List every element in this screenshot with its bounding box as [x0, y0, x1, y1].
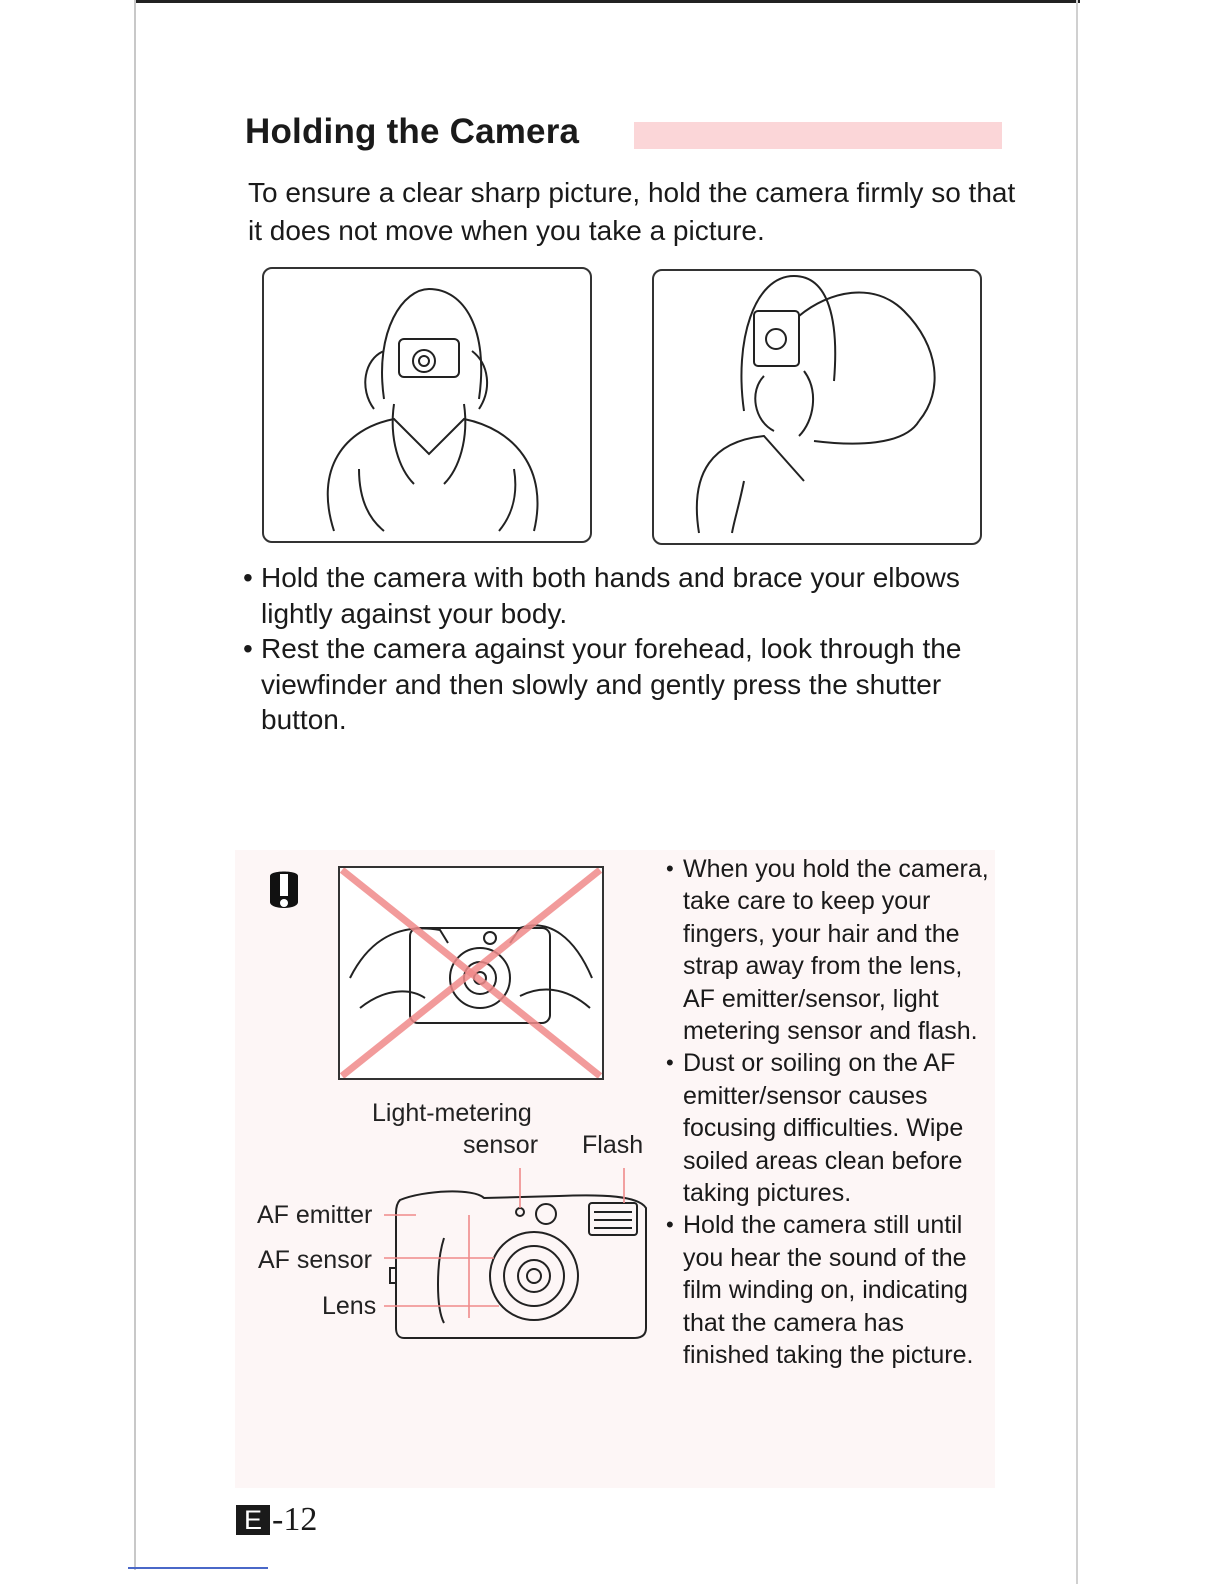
page-right-border [1076, 0, 1078, 1584]
label-af-sensor: AF sensor [258, 1246, 372, 1274]
bullet-text: Rest the camera against your forehead, look through the viewfinder and then slowly and gently press the shutter button. [261, 633, 962, 735]
camera-parts-diagram [384, 1168, 650, 1348]
list-item [243, 631, 1023, 738]
label-lens: Lens [322, 1292, 377, 1320]
bullet-text: Hold the camera with both hands and brace your elbows lightly against your body. [261, 562, 960, 629]
caution-list [666, 853, 996, 1372]
bullet-icon: • [243, 633, 253, 664]
label-af-emitter: AF emitter [257, 1201, 373, 1229]
caution-text: When you hold the camera, take care to keep your fingers, your hair and the strap away from the lens, AF emitter/sensor, light metering sensor and flash. [683, 855, 989, 1046]
page-number-text: -12 [272, 1501, 318, 1538]
label-light-metering: Light-metering [372, 1099, 532, 1127]
title-accent-bar [634, 122, 1002, 149]
list-item [243, 560, 1023, 631]
page-top-border [135, 0, 1080, 3]
intro-paragraph: To ensure a clear sharp picture, hold the camera firmly so that it does not move when you take a picture. [248, 177, 1016, 246]
caution-text: Dust or soiling on the AF emitter/sensor causes focusing difficulties. Wipe soiled areas clean before taking pictures. [683, 1049, 964, 1208]
list-item [666, 1047, 996, 1209]
bottom-rule [128, 1567, 268, 1569]
illustration-camera-to-forehead [652, 269, 982, 545]
person-camera-forehead-illustration [654, 271, 980, 543]
bullet-icon: • [666, 856, 674, 881]
label-flash: Flash [582, 1131, 644, 1159]
caution-icon [260, 866, 308, 914]
person-holding-camera-illustration [264, 269, 590, 541]
bullet-icon: • [666, 1212, 674, 1238]
page-left-border [134, 0, 136, 1570]
camera-front-diagram [384, 1168, 650, 1348]
blocked-lens-illustration [340, 868, 602, 1078]
incorrect-grip-illustration [338, 866, 604, 1080]
bullet-icon: • [243, 562, 253, 593]
page-number [236, 1503, 317, 1537]
caution-text: Hold the camera still until you hear the sound of the film winding on, indicating that the camera has finished taking the picture. [683, 1211, 974, 1370]
list-item [666, 1209, 996, 1371]
page-title: Holding the Camera [245, 112, 580, 151]
list-item [666, 853, 996, 1047]
holding-tips-list [243, 560, 1023, 738]
illustration-hold-both-hands [262, 267, 592, 543]
bullet-icon: • [666, 1050, 674, 1076]
label-light-metering-sensor: sensor [463, 1131, 539, 1159]
page-letter-badge: E [236, 1505, 270, 1535]
